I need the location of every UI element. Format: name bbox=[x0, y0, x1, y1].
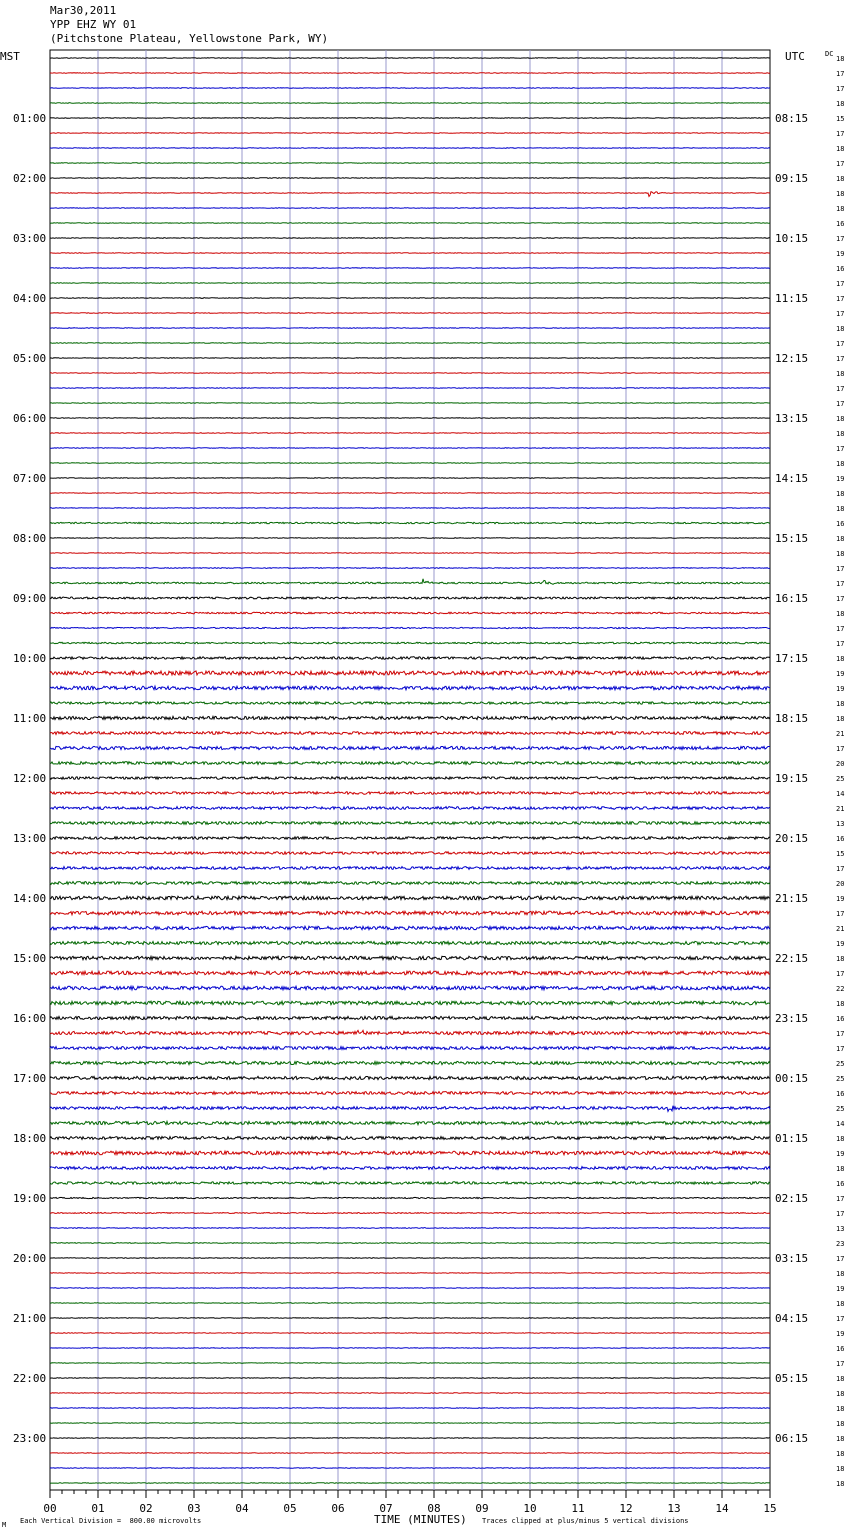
dc-offset-label: 18 bbox=[836, 1450, 845, 1458]
utc-axis-title: UTC bbox=[785, 50, 805, 63]
mst-hour-label: 12:00 bbox=[13, 772, 47, 785]
trace-row bbox=[50, 298, 770, 299]
trace-row bbox=[50, 1061, 770, 1064]
utc-hour-label: 23:15 bbox=[775, 1012, 809, 1025]
dc-offset-label: 18 bbox=[836, 460, 845, 468]
trace-row bbox=[50, 971, 770, 975]
mst-hour-label: 22:00 bbox=[13, 1372, 47, 1385]
dc-offset-label: 18 bbox=[836, 1270, 845, 1278]
dc-offset-label: 19 bbox=[836, 1330, 845, 1338]
dc-offset-label: 17 bbox=[836, 400, 845, 408]
dc-offset-label: 19 bbox=[836, 940, 845, 948]
dc-offset-label: 17 bbox=[836, 580, 845, 588]
trace-row bbox=[50, 597, 770, 599]
dc-offset-label: 18 bbox=[836, 700, 845, 708]
utc-hour-label: 14:15 bbox=[775, 472, 809, 485]
dc-offset-label: 18 bbox=[836, 1435, 845, 1443]
mst-hour-label: 05:00 bbox=[13, 352, 47, 365]
dc-offset-label: 18 bbox=[836, 1300, 845, 1308]
trace-row bbox=[50, 837, 770, 840]
dc-offset-label: 16 bbox=[836, 1015, 845, 1023]
station-title: YPP EHZ WY 01 bbox=[50, 18, 137, 31]
trace-row bbox=[50, 1468, 770, 1469]
trace-row bbox=[50, 283, 770, 284]
utc-hour-label: 01:15 bbox=[775, 1132, 809, 1145]
dc-offset-label: 17 bbox=[836, 1360, 845, 1368]
trace-row bbox=[50, 1438, 770, 1439]
mst-hour-label: 04:00 bbox=[13, 292, 47, 305]
trace-row bbox=[50, 882, 770, 885]
dc-offset-label: 25 bbox=[836, 775, 845, 783]
dc-offset-label: 18 bbox=[836, 430, 845, 438]
trace-row bbox=[50, 627, 770, 628]
dc-offset-label: 18 bbox=[836, 1375, 845, 1383]
mst-axis-title: MST bbox=[0, 50, 20, 63]
dc-offset-label: 17 bbox=[836, 85, 845, 93]
dc-offset-label: 23 bbox=[836, 1240, 845, 1248]
dc-offset-label: 18 bbox=[836, 1465, 845, 1473]
mst-hour-label: 16:00 bbox=[13, 1012, 47, 1025]
trace-row bbox=[50, 1121, 770, 1124]
utc-hour-label: 22:15 bbox=[775, 952, 809, 965]
x-axis-title: TIME (MINUTES) bbox=[374, 1513, 467, 1526]
utc-hour-label: 16:15 bbox=[775, 592, 809, 605]
dc-offset-label: 15 bbox=[836, 115, 845, 123]
trace-row bbox=[50, 911, 770, 915]
trace-row bbox=[50, 702, 770, 704]
trace-row bbox=[50, 926, 770, 929]
dc-offset-label: 17 bbox=[836, 130, 845, 138]
dc-offset-label: 17 bbox=[836, 865, 845, 873]
dc-offset-label: 17 bbox=[836, 640, 845, 648]
dc-offset-label: 18 bbox=[836, 1480, 845, 1488]
utc-hour-label: 11:15 bbox=[775, 292, 809, 305]
dc-offset-label: 22 bbox=[836, 985, 845, 993]
mst-hour-label: 15:00 bbox=[13, 952, 47, 965]
dc-offset-label: 17 bbox=[836, 70, 845, 78]
dc-offset-label: 17 bbox=[836, 280, 845, 288]
x-tick-label: 02 bbox=[139, 1502, 153, 1515]
dc-offset-label: 21 bbox=[836, 925, 845, 933]
trace-row bbox=[50, 403, 770, 404]
utc-hour-label: 21:15 bbox=[775, 892, 809, 905]
utc-hour-label: 06:15 bbox=[775, 1432, 809, 1445]
dc-offset-label: 17 bbox=[836, 745, 845, 753]
x-tick-label: 03 bbox=[187, 1502, 201, 1515]
dc-offset-label: 19 bbox=[836, 250, 845, 258]
trace-row bbox=[50, 148, 770, 149]
trace-row bbox=[50, 986, 770, 990]
trace-row bbox=[50, 568, 770, 569]
utc-hour-label: 02:15 bbox=[775, 1192, 809, 1205]
dc-offset-label: 17 bbox=[836, 1195, 845, 1203]
dc-offset-label: 18 bbox=[836, 655, 845, 663]
dc-offset-label: 19 bbox=[836, 895, 845, 903]
utc-hour-label: 15:15 bbox=[775, 532, 809, 545]
dc-offset-label: 15 bbox=[836, 850, 845, 858]
dc-offset-label: 17 bbox=[836, 445, 845, 453]
trace-row bbox=[50, 133, 770, 134]
utc-hour-label: 17:15 bbox=[775, 652, 809, 665]
utc-hour-label: 10:15 bbox=[775, 232, 809, 245]
mst-hour-label: 14:00 bbox=[13, 892, 47, 905]
dc-offset-label: 17 bbox=[836, 385, 845, 393]
mst-hour-label: 21:00 bbox=[13, 1312, 47, 1325]
dc-offset-label: 16 bbox=[836, 265, 845, 273]
trace-row bbox=[50, 373, 770, 374]
mst-hour-label: 13:00 bbox=[13, 832, 47, 845]
trace-row bbox=[50, 253, 770, 254]
trace-row bbox=[50, 238, 770, 239]
mst-hour-label: 07:00 bbox=[13, 472, 47, 485]
x-tick-label: 11 bbox=[571, 1502, 585, 1515]
dc-offset-label: 19 bbox=[836, 475, 845, 483]
plot-date: Mar30,2011 bbox=[50, 4, 117, 17]
utc-hour-label: 03:15 bbox=[775, 1252, 809, 1265]
dc-offset-label: 17 bbox=[836, 340, 845, 348]
trace-row bbox=[50, 1408, 770, 1409]
dc-offset-label: 25 bbox=[836, 1075, 845, 1083]
dc-offset-label: 18 bbox=[836, 1000, 845, 1008]
clip-note: Traces clipped at plus/minus 5 vertical divisions bbox=[482, 1517, 689, 1525]
dc-offset-label: 17 bbox=[836, 295, 845, 303]
trace-row bbox=[50, 553, 770, 554]
utc-hour-label: 13:15 bbox=[775, 412, 809, 425]
dc-offset-label: 18 bbox=[836, 1165, 845, 1173]
x-tick-label: 05 bbox=[283, 1502, 297, 1515]
trace-row bbox=[50, 1318, 770, 1319]
dc-offset-label: 18 bbox=[836, 100, 845, 108]
dc-offset-label: 18 bbox=[836, 175, 845, 183]
dc-offset-label: 21 bbox=[836, 730, 845, 738]
mst-hour-label: 03:00 bbox=[13, 232, 47, 245]
dc-offset-label: 18 bbox=[836, 955, 845, 963]
mst-hour-label: 18:00 bbox=[13, 1132, 47, 1145]
trace-row bbox=[50, 1273, 770, 1274]
trace-row bbox=[50, 358, 770, 359]
utc-hour-label: 20:15 bbox=[775, 832, 809, 845]
trace-row bbox=[50, 762, 770, 765]
trace-row bbox=[50, 538, 770, 539]
trace-row bbox=[50, 716, 770, 719]
mst-hour-label: 11:00 bbox=[13, 712, 47, 725]
utc-hour-label: 19:15 bbox=[775, 772, 809, 785]
trace-row bbox=[50, 1167, 770, 1170]
dc-offset-label: 16 bbox=[836, 1345, 845, 1353]
utc-hour-label: 05:15 bbox=[775, 1372, 809, 1385]
mst-hour-label: 01:00 bbox=[13, 112, 47, 125]
trace-row bbox=[50, 612, 770, 614]
x-tick-label: 07 bbox=[379, 1502, 393, 1515]
dc-offset-label: 16 bbox=[836, 835, 845, 843]
dc-column-title: DC bbox=[825, 50, 834, 58]
dc-offset-label: 17 bbox=[836, 910, 845, 918]
trace-row bbox=[50, 671, 770, 675]
mst-hour-label: 23:00 bbox=[13, 1432, 47, 1445]
trace-row bbox=[50, 433, 770, 434]
trace-row bbox=[50, 58, 770, 59]
trace-row bbox=[50, 657, 770, 659]
dc-offset-label: 17 bbox=[836, 1045, 845, 1053]
trace-row bbox=[50, 1423, 770, 1424]
trace-row bbox=[50, 1030, 770, 1034]
dc-offset-label: 18 bbox=[836, 715, 845, 723]
mst-hour-label: 02:00 bbox=[13, 172, 47, 185]
trace-row bbox=[50, 343, 770, 344]
trace-row bbox=[50, 1378, 770, 1379]
utc-hour-label: 08:15 bbox=[775, 112, 809, 125]
dc-offset-label: 18 bbox=[836, 1390, 845, 1398]
trace-row bbox=[50, 418, 770, 419]
dc-offset-label: 18 bbox=[836, 190, 845, 198]
dc-offset-label: 18 bbox=[836, 325, 845, 333]
dc-offset-label: 18 bbox=[836, 1135, 845, 1143]
dc-offset-label: 17 bbox=[836, 1210, 845, 1218]
dc-offset-label: 13 bbox=[836, 820, 845, 828]
trace-row bbox=[50, 1483, 770, 1484]
trace-row bbox=[50, 1303, 770, 1304]
mst-hour-label: 17:00 bbox=[13, 1072, 47, 1085]
trace-row bbox=[50, 1137, 770, 1140]
trace-row bbox=[50, 746, 770, 749]
utc-hour-label: 04:15 bbox=[775, 1312, 809, 1325]
dc-offset-label: 25 bbox=[836, 1105, 845, 1113]
trace-row bbox=[50, 1333, 770, 1334]
x-tick-label: 12 bbox=[619, 1502, 633, 1515]
trace-row bbox=[50, 118, 770, 119]
trace-row bbox=[50, 792, 770, 795]
trace-row bbox=[50, 1076, 770, 1079]
x-tick-label: 13 bbox=[667, 1502, 681, 1515]
utc-hour-label: 00:15 bbox=[775, 1072, 809, 1085]
dc-offset-label: 17 bbox=[836, 595, 845, 603]
trace-row bbox=[50, 1393, 770, 1394]
trace-row bbox=[50, 88, 770, 89]
dc-offset-label: 16 bbox=[836, 1180, 845, 1188]
trace-row bbox=[50, 448, 770, 449]
mst-hour-label: 10:00 bbox=[13, 652, 47, 665]
dc-offset-label: 19 bbox=[836, 1285, 845, 1293]
x-tick-label: 00 bbox=[43, 1502, 57, 1515]
dc-offset-label: 17 bbox=[836, 1255, 845, 1263]
x-tick-label: 09 bbox=[475, 1502, 489, 1515]
trace-row bbox=[50, 896, 770, 900]
mst-hour-label: 09:00 bbox=[13, 592, 47, 605]
dc-offset-label: 19 bbox=[836, 685, 845, 693]
dc-offset-label: 18 bbox=[836, 550, 845, 558]
dc-offset-label: 17 bbox=[836, 970, 845, 978]
trace-row bbox=[50, 192, 770, 197]
mst-hour-label: 06:00 bbox=[13, 412, 47, 425]
dc-offset-label: 17 bbox=[836, 355, 845, 363]
dc-offset-label: 17 bbox=[836, 1030, 845, 1038]
trace-row bbox=[50, 1288, 770, 1289]
trace-row bbox=[50, 178, 770, 179]
dc-offset-label: 18 bbox=[836, 505, 845, 513]
trace-row bbox=[50, 852, 770, 855]
dc-offset-label: 21 bbox=[836, 805, 845, 813]
utc-hour-label: 12:15 bbox=[775, 352, 809, 365]
dc-offset-label: 17 bbox=[836, 160, 845, 168]
trace-row bbox=[50, 493, 770, 494]
trace-row bbox=[50, 1348, 770, 1349]
trace-row bbox=[50, 388, 770, 389]
dc-offset-label: 18 bbox=[836, 1405, 845, 1413]
trace-row bbox=[50, 956, 770, 959]
x-tick-label: 01 bbox=[91, 1502, 105, 1515]
trace-row bbox=[50, 163, 770, 164]
corner-mark: M bbox=[2, 1521, 7, 1529]
trace-row bbox=[50, 1151, 770, 1155]
utc-hour-label: 09:15 bbox=[775, 172, 809, 185]
trace-row bbox=[50, 867, 770, 870]
trace-row bbox=[50, 268, 770, 269]
dc-offset-label: 17 bbox=[836, 565, 845, 573]
plot-frame bbox=[50, 50, 770, 1490]
mst-hour-label: 08:00 bbox=[13, 532, 47, 545]
trace-row bbox=[50, 642, 770, 644]
trace-row bbox=[50, 1047, 770, 1050]
mst-hour-label: 19:00 bbox=[13, 1192, 47, 1205]
dc-offset-label: 17 bbox=[836, 625, 845, 633]
dc-offset-label: 20 bbox=[836, 760, 845, 768]
trace-row bbox=[50, 478, 770, 479]
trace-row bbox=[50, 463, 770, 464]
trace-row bbox=[50, 1213, 770, 1214]
trace-row bbox=[50, 313, 770, 314]
trace-row bbox=[50, 686, 770, 690]
mst-hour-label: 20:00 bbox=[13, 1252, 47, 1265]
dc-offset-label: 19 bbox=[836, 670, 845, 678]
trace-row bbox=[50, 73, 770, 74]
trace-row bbox=[50, 223, 770, 224]
trace-row bbox=[50, 1228, 770, 1229]
dc-offset-label: 16 bbox=[836, 520, 845, 528]
dc-offset-label: 20 bbox=[836, 880, 845, 888]
x-tick-label: 04 bbox=[235, 1502, 249, 1515]
trace-row bbox=[50, 941, 770, 944]
trace-row bbox=[50, 208, 770, 209]
trace-row bbox=[50, 1092, 770, 1095]
dc-offset-label: 13 bbox=[836, 1225, 845, 1233]
x-tick-label: 08 bbox=[427, 1502, 441, 1515]
vertical-scale-note: Each Vertical Division = 800.00 microvolts bbox=[20, 1517, 202, 1525]
dc-offset-label: 18 bbox=[836, 415, 845, 423]
dc-offset-label: 18 bbox=[836, 205, 845, 213]
dc-offset-label: 18 bbox=[836, 535, 845, 543]
trace-row bbox=[50, 328, 770, 329]
dc-offset-label: 17 bbox=[836, 310, 845, 318]
dc-offset-label: 18 bbox=[836, 610, 845, 618]
trace-row bbox=[50, 1197, 770, 1198]
trace-row bbox=[50, 1258, 770, 1259]
x-tick-label: 10 bbox=[523, 1502, 537, 1515]
trace-row bbox=[50, 103, 770, 104]
dc-offset-label: 17 bbox=[836, 235, 845, 243]
trace-row bbox=[50, 1016, 770, 1019]
trace-row bbox=[50, 807, 770, 810]
dc-offset-label: 16 bbox=[836, 220, 845, 228]
dc-offset-label: 14 bbox=[836, 1120, 845, 1128]
trace-row bbox=[50, 1453, 770, 1454]
dc-offset-label: 25 bbox=[836, 1060, 845, 1068]
dc-offset-label: 19 bbox=[836, 1150, 845, 1158]
dc-offset-label: 18 bbox=[836, 55, 845, 63]
utc-hour-label: 18:15 bbox=[775, 712, 809, 725]
dc-offset-label: 18 bbox=[836, 490, 845, 498]
dc-offset-label: 17 bbox=[836, 1315, 845, 1323]
x-tick-label: 15 bbox=[763, 1502, 777, 1515]
trace-row bbox=[50, 1363, 770, 1364]
trace-row bbox=[50, 777, 770, 779]
dc-offset-label: 18 bbox=[836, 370, 845, 378]
trace-row bbox=[50, 508, 770, 509]
station-location: (Pitchstone Plateau, Yellowstone Park, WY) bbox=[50, 32, 329, 45]
trace-row bbox=[50, 522, 770, 523]
trace-row bbox=[50, 579, 770, 585]
x-tick-label: 14 bbox=[715, 1502, 729, 1515]
trace-row bbox=[50, 1243, 770, 1244]
dc-offset-label: 18 bbox=[836, 145, 845, 153]
dc-offset-label: 16 bbox=[836, 1090, 845, 1098]
trace-row bbox=[50, 1001, 770, 1005]
trace-row bbox=[50, 1106, 770, 1112]
dc-offset-label: 18 bbox=[836, 1420, 845, 1428]
x-tick-label: 06 bbox=[331, 1502, 345, 1515]
trace-row bbox=[50, 822, 770, 825]
trace-row bbox=[50, 732, 770, 735]
dc-offset-label: 14 bbox=[836, 790, 845, 798]
trace-row bbox=[50, 1182, 770, 1184]
